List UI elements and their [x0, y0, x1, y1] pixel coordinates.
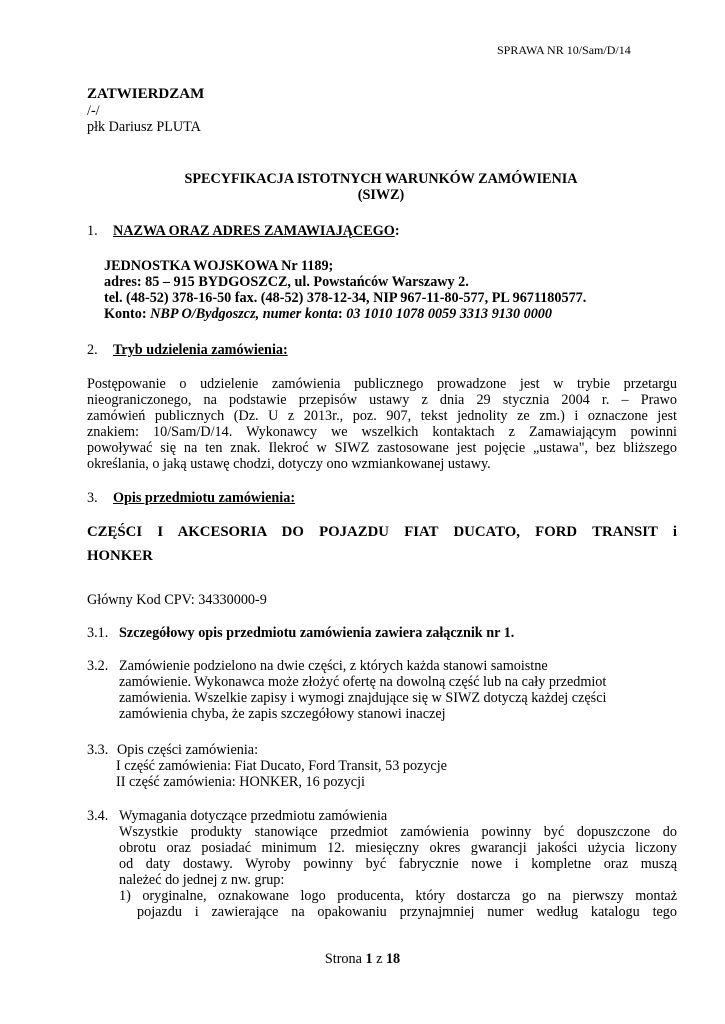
point-3-4-line: Wszystkie produkty stanowiące przedmiot zamówienia powinny być dopuszczone do	[119, 824, 677, 840]
subject-title: CZĘŚCI I AKCESORIA DO POJAZDU FIAT DUCATO, FORD TRANSIT i	[87, 524, 677, 540]
section-2-text-line: powoływać się na ten znak. Ilekroć w SIWZ zastosowane jest pojęcie „ustawa", bez bliższego	[87, 440, 677, 456]
point-3-4-line: od daty dostawy. Wyroby powinny być fabrycznie nowe i kompletne oraz muszą	[119, 856, 677, 872]
section-2-number: 2.	[87, 342, 98, 358]
contractor-address: adres: 85 – 915 BYDGOSZCZ, ul. Powstańców Warszawy 2.	[104, 274, 469, 290]
case-reference: SPRAWA NR 10/Sam/D/14	[497, 43, 631, 57]
contractor-unit: JEDNOSTKA WOJSKOWA Nr 1189;	[104, 258, 334, 274]
contractor-account: Konto: NBP O/Bydgoszcz, numer konta: 03 1010 1078 0059 3313 9130 0000	[104, 306, 552, 322]
section-2-text-line: zamówień publicznych (Dz. U z 2013r., poz. 907, tekst jednolity ze zm.) i oznaczone jest	[87, 408, 677, 424]
contractor-contact: tel. (48-52) 378-16-50 fax. (48-52) 378-12-34, NIP 967-11-80-577, PL 9671180577.	[104, 290, 587, 306]
page-number: Strona 1 z 18	[324, 951, 401, 967]
document-title-abbrev: (SIWZ)	[357, 187, 405, 203]
approver-name: płk Dariusz PLUTA	[87, 119, 201, 135]
section-3-number: 3.	[87, 490, 98, 506]
section-2-text-line: nieograniczonego, na podstawie przepisów ustawy z dnia 29 stycznia 2004 r. – Prawo	[87, 392, 677, 408]
approval-signature: /-/	[87, 103, 100, 119]
section-3-heading: Opis przedmiotu zamówienia:	[113, 490, 296, 506]
point-3-1-text: Szczegółowy opis przedmiotu zamówienia zawiera załącznik nr 1.	[119, 625, 515, 641]
section-1-heading: NAZWA ORAZ ADRES ZAMAWIAJĄCEGO:	[113, 223, 400, 239]
cpv-code: Główny Kod CPV: 34330000-9	[87, 592, 267, 608]
part-item: I część zamówienia: Fiat Ducato, Ford Transit, 53 pozycje	[116, 758, 447, 774]
approval-title: ZATWIERDZAM	[87, 86, 205, 102]
section-1-number: 1.	[87, 223, 98, 239]
document-title: SPECYFIKACJA ISTOTNYCH WARUNKÓW ZAMÓWIENIA	[184, 171, 578, 187]
point-3-2-line: zamówienia. Wszelkie zapisy i wymogi znajdujące się w SIWZ dotyczą każdej części	[119, 690, 607, 706]
part-item: II część zamówienia: HONKER, 16 pozycji	[116, 774, 365, 790]
point-3-2-line: Zamówienie podzielono na dwie części, z których każda stanowi samoistne	[119, 658, 548, 674]
point-3-4-title: Wymagania dotyczące przedmiotu zamówienia	[119, 808, 388, 824]
point-3-1-number: 3.1.	[87, 625, 109, 641]
point-3-2-line: zamówienia chyba, że zapis szczegółowy stanowi inaczej	[119, 706, 446, 722]
point-3-3-title: Opis części zamówienia:	[117, 742, 259, 758]
point-3-3-number: 3.3.	[87, 742, 109, 758]
point-3-4-number: 3.4.	[87, 808, 109, 824]
point-3-4-line: należeć do jednej z nw. grup:	[119, 872, 285, 888]
section-2-text-line: Postępowanie o udzielenie zamówienia publicznego prowadzone jest w trybie przetargu	[87, 376, 677, 392]
point-3-2-number: 3.2.	[87, 658, 109, 674]
requirement-item-1-cont: pojazdu i zawierające na opakowaniu przynajmniej numer według katalogu tego	[137, 904, 677, 920]
point-3-2-line: zamówienie. Wykonawca może złożyć ofertę na dowolną część lub na cały przedmiot	[119, 674, 607, 690]
section-2-heading: Tryb udzielenia zamówienia:	[113, 342, 288, 358]
subject-title-cont: HONKER	[87, 548, 153, 564]
requirement-item-1: 1) oryginalne, oznakowane logo producenta, który dostarcza go na pierwszy montaż	[119, 888, 677, 904]
point-3-4-line: obrotu oraz posiadać minimum 12. miesięczny okres gwarancji jakości użycia liczony	[119, 840, 677, 856]
section-2-text-line: znakiem: 10/Sam/D/14. Wykonawcy we wszelkich kontaktach z Zamawiającym powinni	[87, 424, 677, 440]
section-2-text-line: określania, o jaką ustawę chodzi, dotyczy ono wzmiankowanej ustawy.	[87, 456, 491, 472]
